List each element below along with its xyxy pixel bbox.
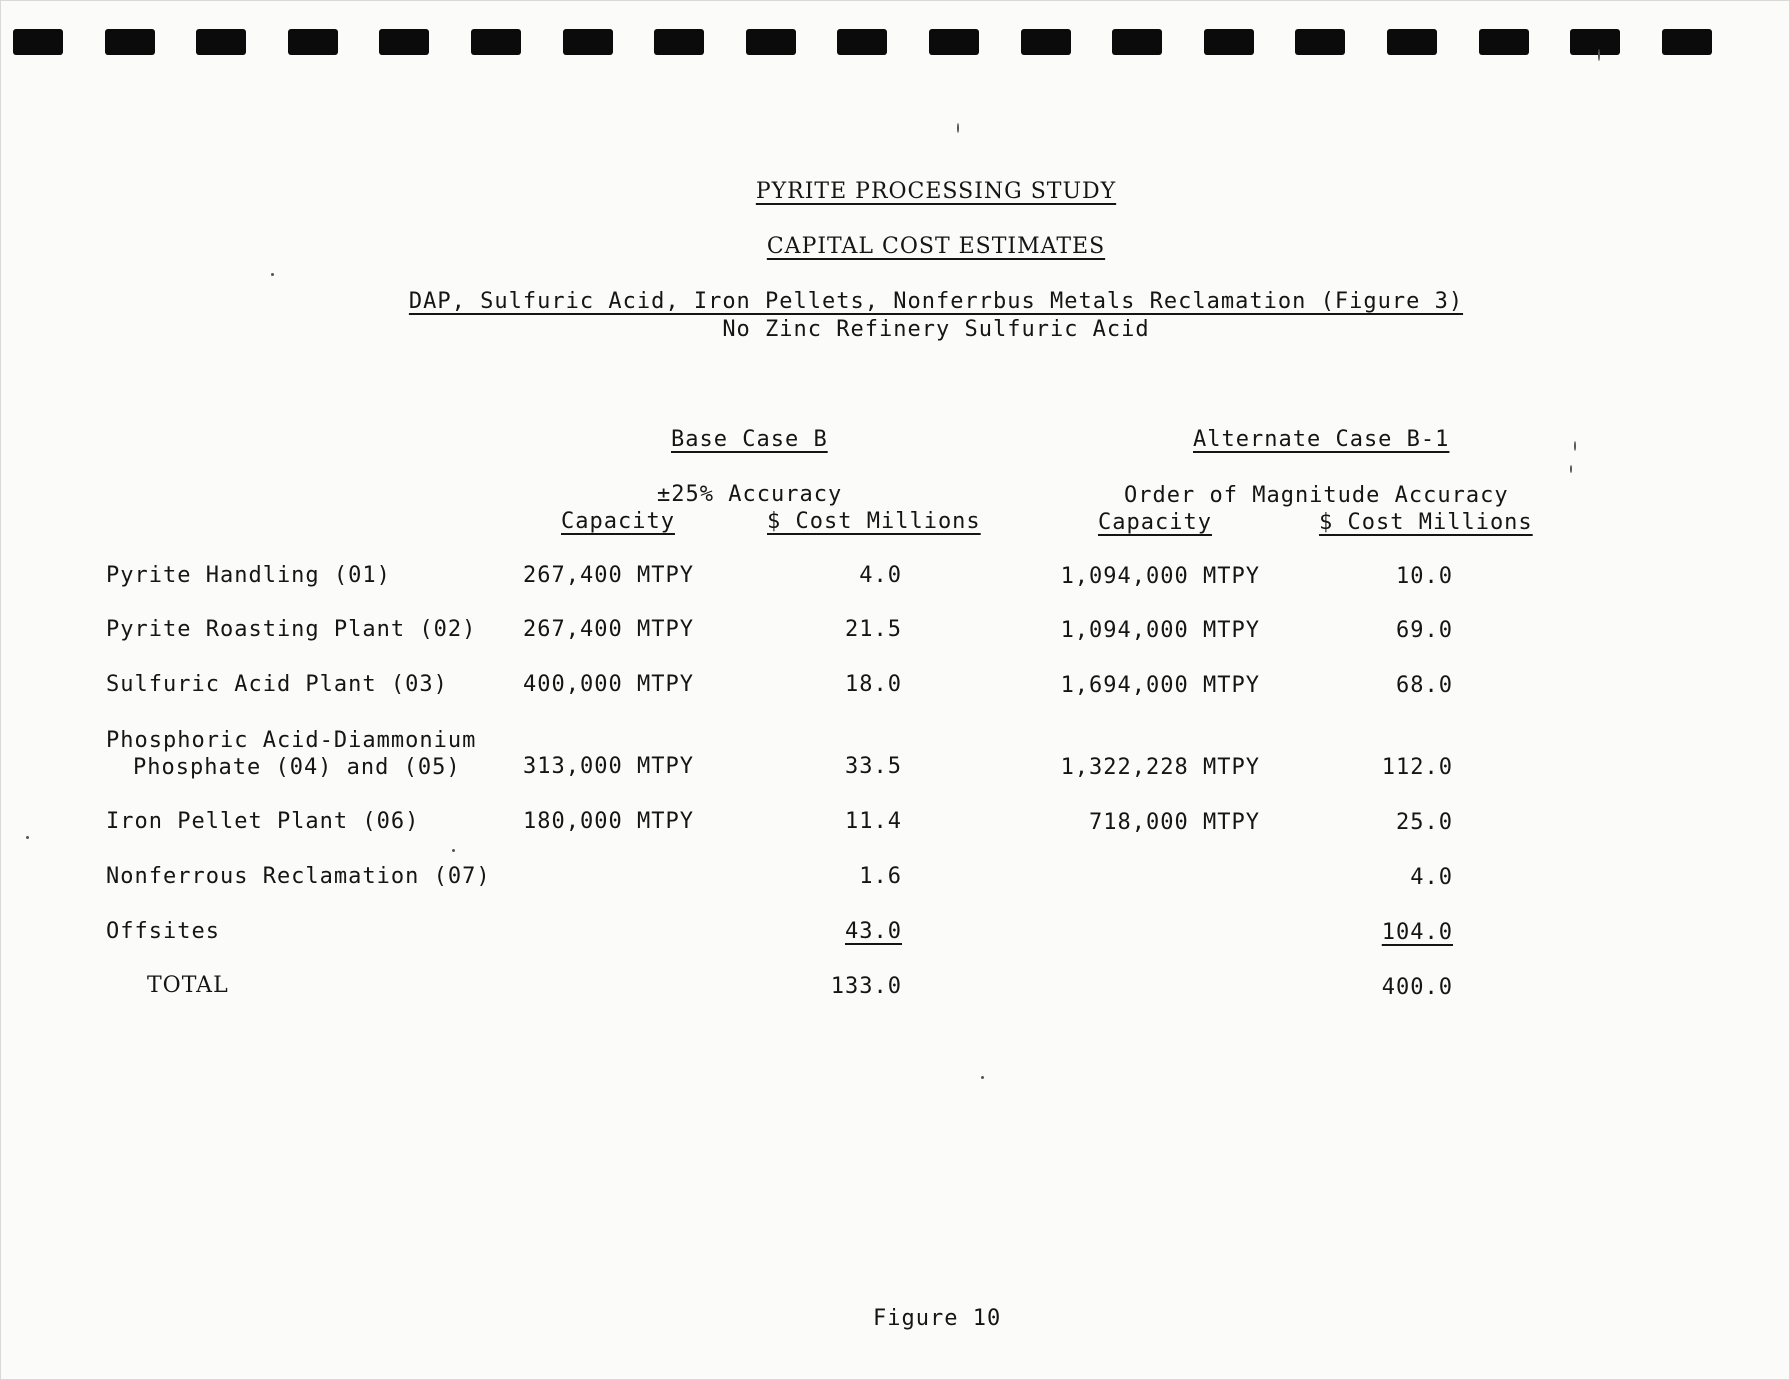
scan-speck (271, 273, 274, 276)
punch-hole (654, 29, 704, 55)
alternate-capacity-value: 1,094,000 MTPY (1060, 564, 1260, 589)
base-total-cost: 133.0 (830, 974, 902, 999)
base-case-accuracy: ±25% Accuracy (657, 482, 843, 507)
row-label-iron-pellet-plant: Iron Pellet Plant (06) (106, 809, 420, 834)
alternate-cost-value: 112.0 (1381, 755, 1453, 780)
base-cost-value: 11.4 (845, 809, 902, 834)
alternate-total-cost: 400.0 (1381, 975, 1453, 1000)
alternate-capacity-header: Capacity (1098, 510, 1212, 535)
row-label-phosphoric-acid-diammonium: Phosphoric Acid-Diammonium (106, 728, 477, 753)
punch-hole (1479, 29, 1529, 55)
alternate-cost-value: 25.0 (1396, 810, 1453, 835)
scan-speck (981, 1076, 984, 1079)
alternate-capacity-value: 1,694,000 MTPY (1060, 673, 1260, 698)
alternate-cost-header: $ Cost Millions (1319, 510, 1533, 535)
scan-speck (1570, 465, 1572, 473)
base-cost-value: 18.0 (845, 672, 902, 697)
row-label-phosphate-line2: Phosphate (04) and (05) (133, 755, 461, 780)
binding-punch-holes (1, 29, 1790, 59)
punch-hole (288, 29, 338, 55)
punch-hole (13, 29, 63, 55)
base-capacity-value: 400,000 MTPY (523, 672, 694, 697)
base-capacity-value: 180,000 MTPY (523, 809, 694, 834)
alternate-cost-value: 69.0 (1396, 618, 1453, 643)
base-cost-value: 4.0 (859, 563, 902, 588)
scan-speck (1598, 49, 1600, 61)
alternate-case-accuracy: Order of Magnitude Accuracy (1124, 483, 1509, 508)
scope-line: DAP, Sulfuric Acid, Iron Pellets, Nonferrbus Metals Reclamation (Figure 3) (408, 289, 1464, 314)
scan-speck (1574, 441, 1576, 451)
row-label-offsites: Offsites (106, 919, 220, 944)
alternate-case-title: Alternate Case B-1 (1193, 427, 1450, 452)
punch-hole (1204, 29, 1254, 55)
punch-hole (837, 29, 887, 55)
punch-hole (1570, 29, 1620, 55)
alternate-capacity-value: 1,322,228 MTPY (1060, 755, 1260, 780)
note-line: No Zinc Refinery Sulfuric Acid (722, 317, 1150, 342)
figure-label: Figure 10 (873, 1306, 1002, 1331)
punch-hole (1387, 29, 1437, 55)
alternate-capacity-value: 1,094,000 MTPY (1060, 618, 1260, 643)
scan-speck (26, 836, 29, 839)
alternate-cost-value: 68.0 (1396, 673, 1453, 698)
punch-hole (471, 29, 521, 55)
punch-hole (1662, 29, 1712, 55)
base-cost-value: 1.6 (859, 864, 902, 889)
base-capacity-value: 267,400 MTPY (523, 617, 694, 642)
punch-hole (746, 29, 796, 55)
total-label: TOTAL (147, 973, 229, 998)
alternate-cost-value: 104.0 (1381, 920, 1453, 945)
row-label-nonferrous-reclamation: Nonferrous Reclamation (07) (106, 864, 491, 889)
punch-hole (379, 29, 429, 55)
punch-hole (105, 29, 155, 55)
base-cost-header: $ Cost Millions (767, 509, 981, 534)
punch-hole (1021, 29, 1071, 55)
scan-speck (452, 849, 455, 852)
document-title: PYRITE PROCESSING STUDY (755, 179, 1117, 204)
punch-hole (1112, 29, 1162, 55)
alternate-capacity-value: 718,000 MTPY (1089, 810, 1260, 835)
punch-hole (563, 29, 613, 55)
row-label-sulfuric-acid-plant: Sulfuric Acid Plant (03) (106, 672, 448, 697)
punch-hole (929, 29, 979, 55)
scan-speck (957, 123, 959, 133)
row-label-pyrite-handling: Pyrite Handling (01) (106, 563, 391, 588)
document-subtitle: CAPITAL COST ESTIMATES (766, 234, 1106, 259)
base-capacity-value: 313,000 MTPY (523, 754, 694, 779)
base-case-title: Base Case B (671, 427, 828, 452)
punch-hole (1295, 29, 1345, 55)
alternate-cost-value: 10.0 (1396, 564, 1453, 589)
punch-hole (196, 29, 246, 55)
alternate-cost-value: 4.0 (1410, 865, 1453, 890)
row-label-pyrite-roasting-plant: Pyrite Roasting Plant (02) (106, 617, 477, 642)
base-capacity-value: 267,400 MTPY (523, 563, 694, 588)
base-cost-value: 43.0 (845, 919, 902, 944)
base-cost-value: 33.5 (845, 754, 902, 779)
base-cost-value: 21.5 (845, 617, 902, 642)
base-capacity-header: Capacity (561, 509, 675, 534)
